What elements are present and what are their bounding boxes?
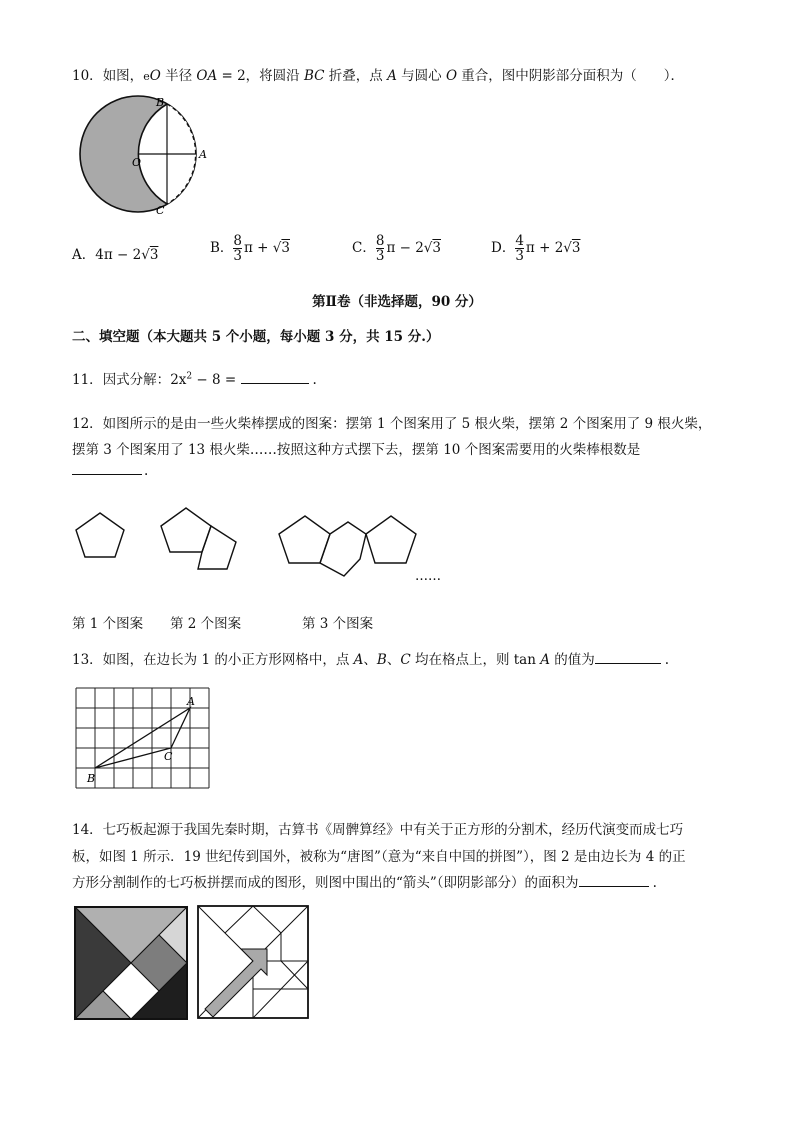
pattern-3-pentagons <box>279 516 416 576</box>
q12-ellipsis: …… <box>415 569 441 584</box>
triangle-abc <box>95 708 190 768</box>
q13-answer-blank[interactable] <box>595 651 661 664</box>
section2-heading: 二、填空题（本大题共 5 个小题，每小题 3 分，共 15 分.） <box>72 329 440 345</box>
q14-line3: 方形分割制作的七巧板拼摆而成的图形，则图中围出的“箭头”（即阴影部分）的面积为 . <box>72 875 657 891</box>
q12-line1: 12．如图所示的是由一些火柴棒摆成的图案：摆第 1 个图案用了 5 根火柴，摆第 2 个图案用了 9 根火柴， <box>72 416 712 432</box>
arrow-shaded <box>205 949 267 1017</box>
q11-stem: 11．因式分解：$2x^2 - 8$ = . <box>72 371 317 388</box>
q14-figure-1-tangram <box>75 907 189 1021</box>
q10-option-d[interactable]: D． $\frac{4}{3}$ π + 2√3 <box>491 233 581 265</box>
caption-pattern-1: 第 1 个图案 <box>72 616 144 632</box>
section-title: 第Ⅱ卷（非选择题，90 分） <box>312 294 482 310</box>
q13-grid-figure <box>76 688 216 790</box>
q10-label-B: B <box>156 96 165 109</box>
q12-line2: 摆第 3 个图案用了 13 根火柴……按照这种方式摆下去，摆第 10 个图案需要用的火柴棒根数是 <box>72 442 641 458</box>
q12-pentagon-patterns <box>70 500 460 590</box>
q10-label-O: O <box>132 156 142 169</box>
q10-label-C: C <box>156 204 165 217</box>
caption-pattern-3: 第 3 个图案 <box>302 616 374 632</box>
q12-answer-blank[interactable] <box>72 462 142 475</box>
q11-answer-blank[interactable] <box>241 371 309 384</box>
caption-pattern-2: 第 2 个图案 <box>170 616 242 632</box>
q10-option-a[interactable]: A．4π − 2√3 <box>72 247 159 263</box>
q13-label-B: B <box>87 772 96 785</box>
pattern-2-pentagons <box>161 508 236 569</box>
q13-label-A: A <box>187 695 195 708</box>
q10-option-b[interactable]: B． $\frac{8}{3}$ π + √3 <box>210 233 290 265</box>
q10-crescent-figure <box>70 96 210 221</box>
q14-line2: 板，如图 1 所示．19 世纪传到国外，被称为“唐图”（意为“来自中国的拼图”），图 2 是由边长为 4 的正 <box>72 849 686 865</box>
q12-answer-line: . <box>72 462 148 479</box>
q14-line1: 14．七巧板起源于我国先秦时期，古算书《周髀算经》中有关于正方形的分割术，经历代演变而成七巧 <box>72 822 684 838</box>
q14-figure-2-arrow <box>197 905 311 1021</box>
q10-stem: 10．如图，eO 半径 OA = 2，将圆沿 BC 折叠，点 A 与圆心 O 重合，图中阴影部分面积为（ ）． <box>72 68 685 84</box>
q10-label-A: A <box>199 148 207 161</box>
q10-option-c[interactable]: C． $\frac{8}{3}$ π − 2√3 <box>352 233 441 265</box>
q13-label-C: C <box>164 750 173 763</box>
q14-answer-blank[interactable] <box>579 874 649 887</box>
pattern-1-pentagon <box>76 513 124 557</box>
q13-stem: 13．如图，在边长为 1 的小正方形网格中，点 A、B、C 均在格点上，则 tan A 的值为 . <box>72 652 670 668</box>
